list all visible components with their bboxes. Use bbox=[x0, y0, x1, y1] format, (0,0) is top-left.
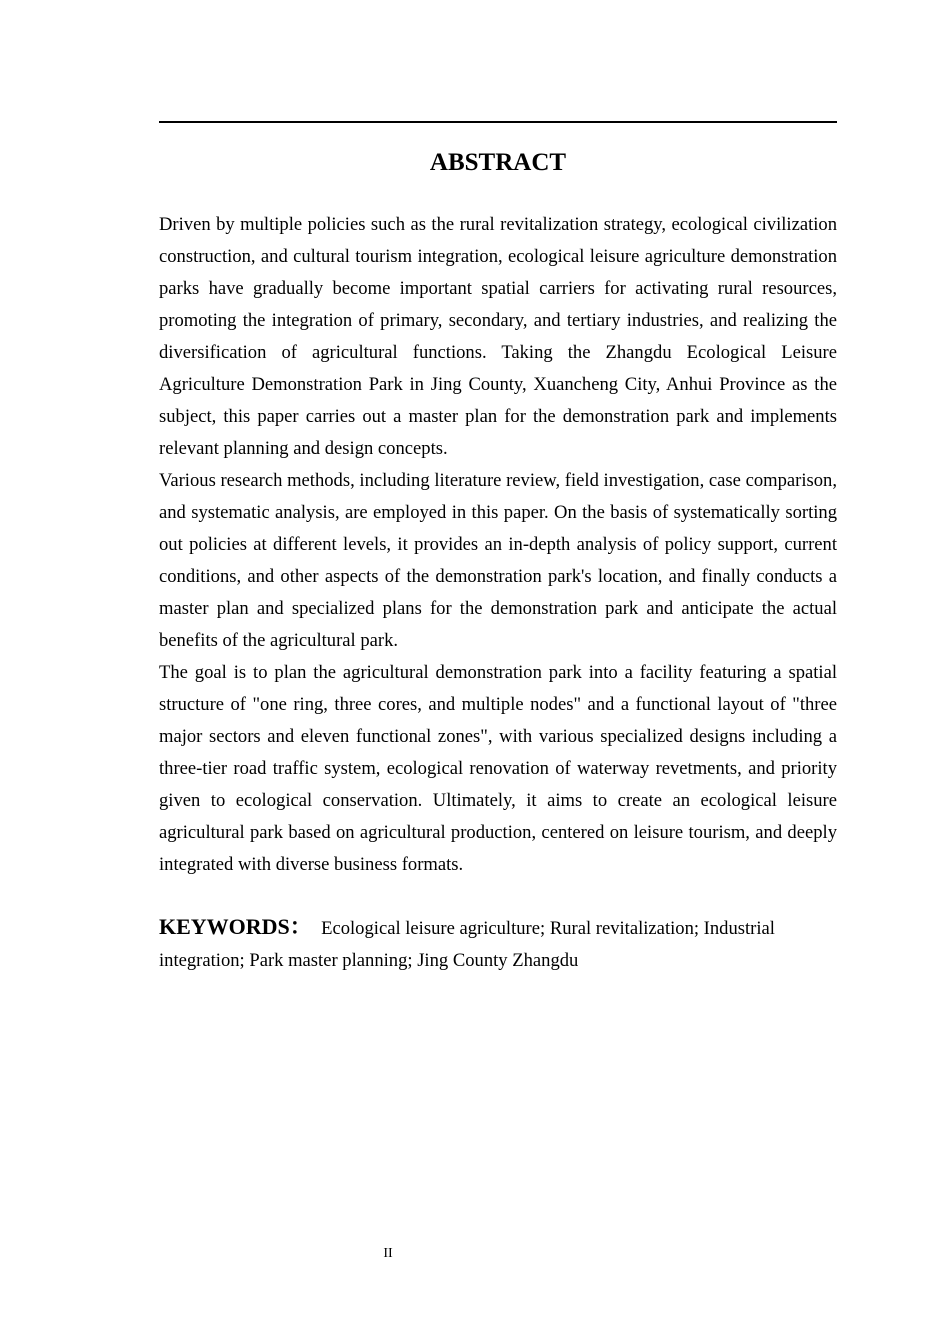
page-number: II bbox=[383, 1246, 393, 1261]
abstract-paragraph: Driven by multiple policies such as the rural revitalization strategy, ecological civilization construction, and cultural tourism integration, ecological leisure agriculture demonstration parks have gradually become important spatial carriers for activating rural resources, promoting the integration of primary, secondary, and tertiary industries, and realizing the diversification of agricultural functions. Taking the Zhangdu Ecological Leisure Agriculture Demonstration Park in Jing County, Xuancheng City, Anhui Province as the subject, this paper carries out a master plan for the demonstration park and implements relevant planning and design concepts. bbox=[159, 214, 837, 459]
keywords-section bbox=[159, 911, 837, 977]
abstract-body bbox=[159, 209, 837, 881]
keywords-text: Ecological leisure agriculture; Rural revitalization; Industrial integration; Park master planning; Jing County Zhangdu bbox=[159, 918, 775, 971]
header-rule bbox=[159, 121, 837, 123]
abstract-paragraph: Various research methods, including literature review, field investigation, case comparison, and systematic analysis, are employed in this paper. On the basis of systematically sorting out policies at different levels, it provides an in-depth analysis of policy support, current conditions, and other aspects of the demonstration park's location, and finally conducts a master plan and specialized plans for the demonstration park and anticipate the actual benefits of the agricultural park. bbox=[159, 470, 837, 651]
abstract-paragraph: The goal is to plan the agricultural demonstration park into a facility featuring a spatial structure of "one ring, three cores, and multiple nodes" and a functional layout of "three major sectors and eleven functional zones", with various specialized designs including a three-tier road traffic system, ecological renovation of waterway revetments, and priority given to ecological conservation. Ultimately, it aims to create an ecological leisure agricultural park based on agricultural production, centered on leisure tourism, and deeply integrated with diverse business formats. bbox=[159, 662, 837, 875]
page-title: ABSTRACT bbox=[429, 149, 567, 176]
keywords-label: KEYWORDS： bbox=[159, 914, 312, 939]
